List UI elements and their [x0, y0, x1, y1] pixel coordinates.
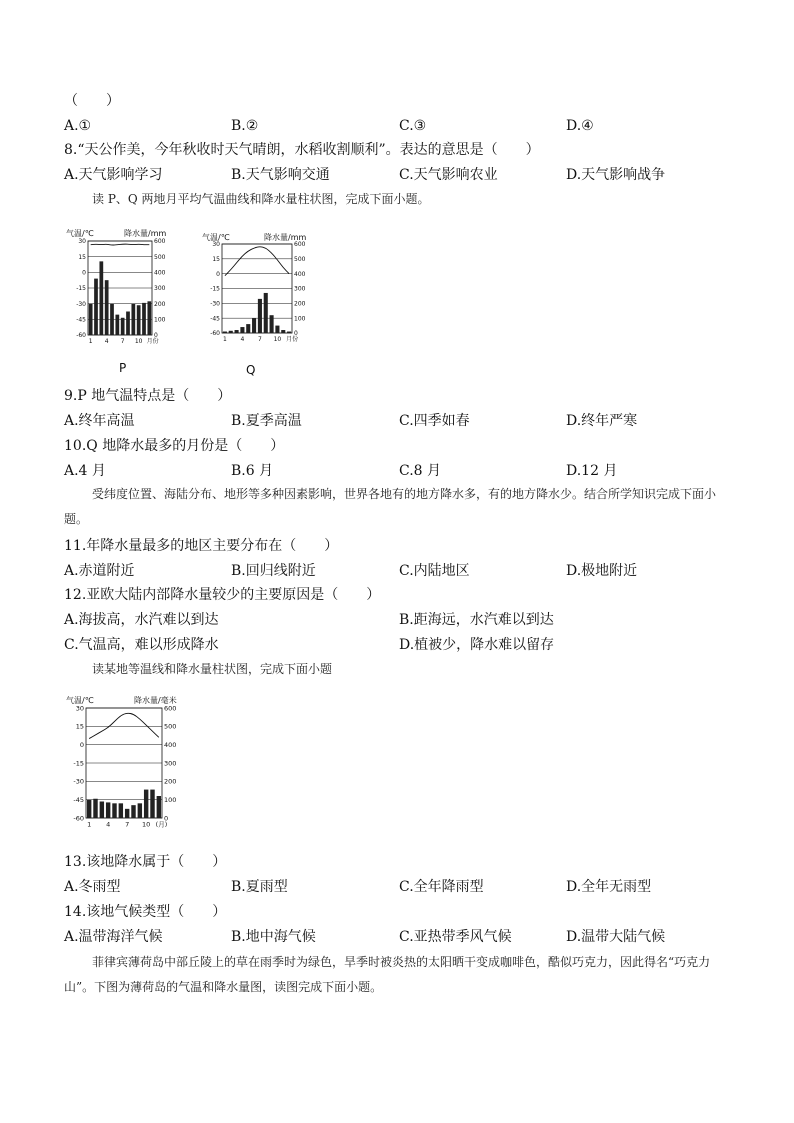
chart-q-precip-tick: 300 — [294, 285, 306, 293]
chart-q-month-tick: 7 — [258, 336, 262, 343]
chart-p-precip-tick: 100 — [154, 316, 166, 324]
chart-third-temp-curve — [89, 713, 159, 738]
q9-option-d[interactable]: D.终年严寒 — [566, 413, 638, 429]
chart-third-temp-tick: 30 — [75, 704, 84, 713]
q14-option-d[interactable]: D.温带大陆气候 — [566, 929, 666, 945]
intro-rain: 受纬度位置、海陆分布、地形等多种因素影响，世界各地有的地方降水多，有的地方降水少。结合所学知识完成下面小题。 — [64, 487, 717, 526]
q7-option-b[interactable]: B.② — [231, 118, 259, 134]
q14-stem: 14.该地气候类型（ ） — [64, 904, 227, 920]
chart-q-precip-tick: 200 — [294, 300, 306, 308]
chart-p-precip-bar — [105, 280, 109, 335]
chart-q-label: Q — [246, 363, 256, 377]
intro-last: 菲律宾薄荷岛中部丘陵上的草在雨季时为绿色，旱季时被炎热的太阳晒干变成咖啡色，酷似巧克力，因此得名“巧克力山”。下图为薄荷岛的气温和降水量图，读图完成下面小题。 — [64, 955, 711, 994]
q9-option-a[interactable]: A.终年高温 — [64, 413, 135, 429]
q8-option-c[interactable]: C.天气影响农业 — [399, 167, 498, 183]
q11-option-b[interactable]: B.回归线附近 — [231, 563, 316, 579]
q8-option-b[interactable]: B.天气影响交通 — [231, 167, 330, 183]
chart-p-temp-tick: 15 — [78, 253, 86, 261]
q10-option-d[interactable]: D.12 月 — [566, 463, 618, 479]
chart-q-precip-tick: 400 — [294, 270, 306, 278]
chart-third-precip-bar — [87, 800, 91, 818]
chart-q-precip-bar — [240, 327, 244, 333]
q14-option-a[interactable]: A.温带海洋气候 — [64, 929, 163, 945]
q9-option-c[interactable]: C.四季如春 — [399, 413, 470, 429]
chart-p-precip-bar — [131, 304, 135, 335]
q11-stem: 11.年降水量最多的地区主要分布在（ ） — [64, 538, 339, 554]
chart-third-month-tick: 4 — [106, 820, 111, 829]
chart-third-temp-tick: -60 — [73, 814, 84, 823]
chart-p-temp-tick: 0 — [82, 269, 86, 277]
chart-third-precip-title: 降水量/毫米 — [134, 696, 177, 705]
q7-option-c[interactable]: C.③ — [399, 118, 427, 134]
chart-p-month-unit: 月份 — [146, 338, 159, 345]
chart-q-temp-title: 气温/℃ — [202, 233, 230, 242]
chart-q-precip-tick: 600 — [294, 241, 306, 249]
q7-stem-tail: （ ） — [64, 93, 120, 109]
chart-q-precip-title: 降水量/mm — [264, 233, 307, 242]
chart-third-precip-bar — [131, 805, 135, 818]
chart-p-precip-tick: 0 — [154, 332, 158, 340]
q11-option-d[interactable]: D.极地附近 — [566, 563, 638, 579]
chart-p-precip-bar — [121, 318, 125, 335]
chart-p-label: P — [119, 361, 127, 375]
chart-p-temp-tick: 30 — [78, 238, 86, 246]
chart-third-temp-tick: -15 — [73, 759, 84, 768]
chart-third-temp-tick: -45 — [73, 795, 84, 804]
q8-stem: 8.“天公作美，今年秋收时天气晴朗，水稻收割顺利”。表达的意思是（ ） — [64, 142, 540, 158]
chart-q-temp-tick: -30 — [210, 300, 220, 308]
chart-q — [200, 231, 318, 343]
chart-third-month-tick: 10 — [142, 820, 151, 829]
chart-third-month-unit: (月) — [155, 820, 168, 829]
chart-q-month-unit: 月份 — [286, 336, 299, 343]
chart-third-precip-bar — [100, 802, 104, 819]
chart-third-precip-bar — [157, 796, 161, 818]
q14-option-b[interactable]: B.地中海气候 — [231, 929, 316, 945]
chart-q-precip-bar — [246, 324, 250, 333]
chart-third-temp-tick: 0 — [79, 740, 84, 749]
q10-option-b[interactable]: B.6 月 — [231, 463, 274, 479]
chart-p-precip-tick: 400 — [154, 269, 166, 277]
chart-q-precip-tick: 500 — [294, 255, 306, 263]
q8-option-d[interactable]: D.天气影响战争 — [566, 167, 666, 183]
q7-option-d[interactable]: D.④ — [566, 118, 594, 134]
chart-p-precip-tick: 600 — [154, 238, 166, 246]
chart-p-temp-title: 气温/℃ — [66, 229, 94, 238]
chart-p-month-tick: 1 — [88, 338, 93, 345]
chart-third-temp-tick: -30 — [73, 777, 84, 786]
q12-option-a[interactable]: A.海拔高，水汽难以到达 — [64, 612, 219, 628]
chart-p-precip-bar — [115, 315, 119, 335]
chart-q-precip-bar — [258, 299, 262, 333]
q10-option-a[interactable]: A.4 月 — [64, 463, 106, 479]
chart-q-precip-tick: 100 — [294, 315, 306, 323]
chart-third-precip-tick: 500 — [164, 722, 177, 731]
chart-p-precip-tick: 500 — [154, 253, 166, 261]
chart-p-precip-tick: 200 — [154, 300, 166, 308]
chart-p-precip-bar — [126, 312, 130, 336]
chart-p-temp-tick: -60 — [76, 332, 86, 340]
chart-third-month-tick: 1 — [87, 820, 92, 829]
chart-p-month-tick: 4 — [104, 338, 109, 345]
q12-option-c[interactable]: C.气温高，难以形成降水 — [64, 637, 219, 653]
chart-p-temp-tick: -45 — [76, 316, 86, 324]
chart-p-precip-bar — [89, 304, 93, 335]
chart-third-precip-tick: 600 — [164, 704, 177, 713]
chart-third-precip-bar — [150, 790, 154, 818]
q14-option-c[interactable]: C.亚热带季风气候 — [399, 929, 512, 945]
chart-third-precip-tick: 0 — [164, 814, 169, 823]
chart-third-precip-tick: 300 — [164, 759, 177, 768]
chart-q-temp-tick: -60 — [210, 330, 220, 338]
chart-p-temp-tick: -15 — [76, 285, 86, 293]
q11-option-a[interactable]: A.赤道附近 — [64, 563, 135, 579]
q7-option-a[interactable]: A.① — [64, 118, 92, 134]
chart-third-precip-bar — [93, 799, 97, 818]
chart-third-precip-tick: 100 — [164, 795, 177, 804]
q10-stem: 10.Q 地降水最多的月份是（ ） — [64, 438, 285, 454]
chart-p-precip-bar — [147, 301, 151, 335]
chart-third-temp-tick: 15 — [75, 722, 84, 731]
chart-q-precip-bar — [235, 330, 239, 333]
q13-option-b[interactable]: B.夏雨型 — [231, 879, 288, 895]
chart-third-temp-title: 气温/℃ — [66, 696, 94, 705]
intro-pq: 读 P、Q 两地月平均气温曲线和降水量柱状图，完成下面小题。 — [92, 192, 430, 206]
chart-third-precip-tick: 400 — [164, 740, 177, 749]
q12-option-b[interactable]: B.距海远，水汽难以到达 — [399, 612, 554, 628]
chart-q-precip-tick: 0 — [294, 330, 298, 338]
chart-p-precip-bar — [137, 305, 141, 335]
chart-p-precip-tick: 300 — [154, 285, 166, 293]
q12-stem: 12.亚欧大陆内部降水量较少的主要原因是（ ） — [64, 587, 381, 603]
chart-q-temp-curve — [225, 247, 289, 276]
chart-q-precip-bar — [264, 293, 268, 333]
chart-q-precip-bar — [287, 332, 291, 333]
chart-p-precip-bar — [142, 303, 146, 335]
chart-p-precip-title: 降水量/mm — [124, 229, 167, 238]
chart-q-temp-tick: -45 — [210, 315, 220, 323]
chart-third-month-tick: 7 — [125, 820, 130, 829]
chart-p-precip-bar — [110, 304, 114, 335]
chart-q-precip-bar — [229, 331, 233, 333]
q8-option-a[interactable]: A.天气影响学习 — [64, 167, 163, 183]
chart-q-temp-tick: -15 — [210, 285, 220, 293]
chart-q-temp-tick: 30 — [212, 241, 220, 249]
chart-p-precip-bar — [99, 261, 103, 335]
q9-stem: 9.P 地气温特点是（ ） — [64, 388, 232, 404]
q10-option-c[interactable]: C.8 月 — [399, 463, 442, 479]
chart-q-month-tick: 4 — [240, 336, 245, 343]
chart-q-month-tick: 1 — [223, 336, 227, 343]
chart-third-precip-bar — [106, 802, 110, 818]
q13-stem: 13.该地降水属于（ ） — [64, 854, 227, 870]
chart-q-temp-tick: 15 — [212, 255, 220, 263]
chart-third-precip-bar — [119, 803, 123, 818]
q13-option-c[interactable]: C.全年降雨型 — [399, 879, 484, 895]
chart-p-precip-bar — [94, 279, 98, 335]
chart-q-month-tick: 10 — [273, 336, 282, 343]
chart-q-precip-bar — [252, 318, 256, 333]
chart-third-precip-bar — [125, 809, 129, 818]
chart-p-month-tick: 10 — [134, 338, 143, 345]
chart-q-temp-tick: 0 — [216, 270, 220, 278]
q13-option-d[interactable]: D.全年无雨型 — [566, 879, 652, 895]
chart-p-temp-curve — [91, 244, 150, 245]
q11-option-c[interactable]: C.内陆地区 — [399, 563, 470, 579]
chart-p-month-tick: 7 — [120, 338, 125, 345]
chart-p-temp-tick: -30 — [76, 300, 86, 308]
intro-third: 读某地等温线和降水量柱状图，完成下面小题 — [92, 662, 333, 676]
chart-q-precip-bar — [223, 332, 227, 333]
q9-option-b[interactable]: B.夏季高温 — [231, 413, 302, 429]
chart-q-precip-bar — [270, 315, 274, 333]
q12-option-d[interactable]: D.植被少，降水难以留存 — [399, 637, 555, 653]
chart-third — [64, 694, 194, 832]
chart-third-precip-tick: 200 — [164, 777, 177, 786]
q13-option-a[interactable]: A.冬雨型 — [64, 879, 121, 895]
chart-third-precip-bar — [144, 790, 148, 818]
chart-third-precip-bar — [112, 803, 116, 818]
chart-p — [64, 227, 172, 345]
chart-third-precip-bar — [138, 803, 142, 818]
chart-q-precip-bar — [275, 326, 279, 333]
chart-q-precip-bar — [281, 330, 285, 333]
